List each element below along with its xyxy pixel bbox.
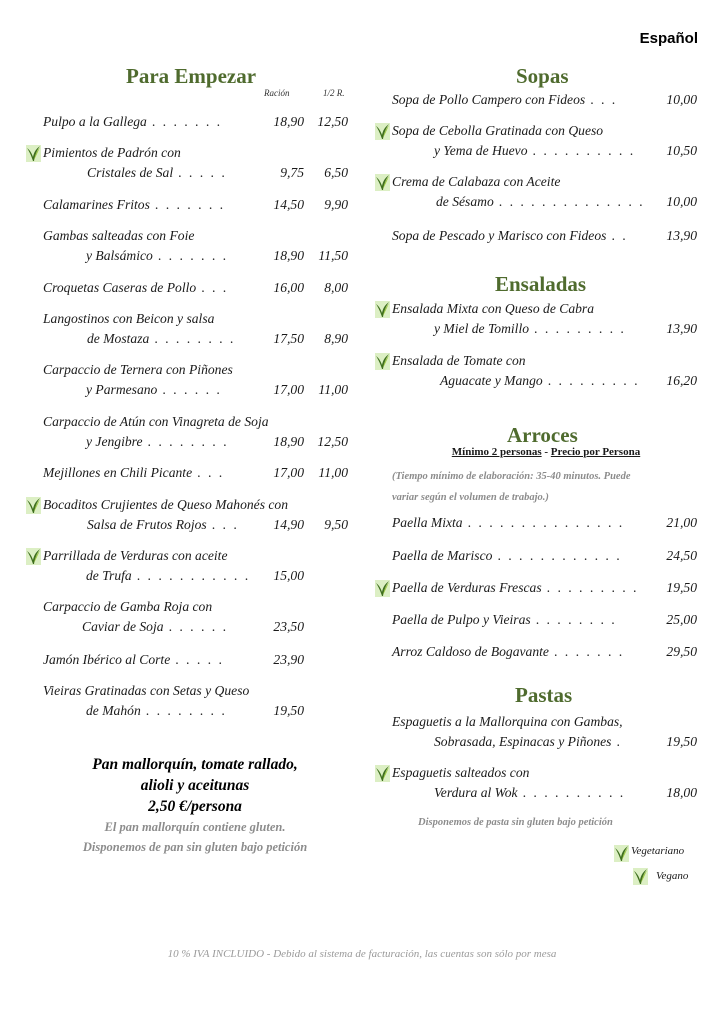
price-ration: 14,90 bbox=[273, 517, 304, 532]
dot-leader: . . . . . . . bbox=[152, 248, 229, 263]
item-name-line-2: y Parmesano bbox=[86, 382, 158, 397]
menu-item-name-cont bbox=[434, 141, 635, 161]
menu-item-name-cont bbox=[82, 617, 228, 637]
item-name-line-1: Paella de Marisco bbox=[392, 548, 493, 563]
price-half-ration: 6,50 bbox=[324, 165, 348, 180]
menu-item-name bbox=[43, 195, 225, 215]
menu-item-name bbox=[43, 546, 228, 566]
price: 18,00 bbox=[666, 785, 697, 800]
item-name-line-1: Carpaccio de Ternera con Piñones bbox=[43, 362, 233, 377]
price-half-ration: 12,50 bbox=[317, 114, 348, 129]
dot-leader: . . . . . bbox=[170, 652, 225, 667]
price-half-ration: 11,00 bbox=[318, 465, 348, 480]
menu-item-name bbox=[392, 121, 603, 141]
menu-item-name-cont bbox=[87, 329, 236, 349]
item-name-line-1: Espaguetis a la Mallorquina con Gambas, bbox=[392, 714, 623, 729]
item-name-line-1: Calamarines Fritos bbox=[43, 197, 150, 212]
item-name-line-2: de Mostaza bbox=[87, 331, 150, 346]
rice-conditions bbox=[390, 446, 702, 458]
vegetarian-leaf-icon bbox=[375, 580, 390, 597]
dot-leader: . . . . . . bbox=[157, 382, 223, 397]
pasta-gluten-free-note: Disponemos de pasta sin gluten bajo petición bbox=[418, 817, 613, 828]
price-half-ration: 11,00 bbox=[318, 382, 348, 397]
menu-item-name-cont bbox=[434, 783, 626, 803]
item-name-line-1: Croquetas Caseras de Pollo bbox=[43, 280, 197, 295]
price-ration: 19,50 bbox=[273, 703, 304, 718]
vegetarian-leaf-icon bbox=[375, 174, 390, 191]
dot-leader: . . bbox=[606, 228, 629, 243]
dot-leader: . . . . . . . . . . . bbox=[131, 568, 251, 583]
item-name-line-1: Carpaccio de Gamba Roja con bbox=[43, 599, 213, 614]
dot-leader: . bbox=[611, 734, 623, 749]
vegetarian-leaf-icon bbox=[375, 353, 390, 370]
dot-leader: . . . . . bbox=[173, 165, 228, 180]
dot-leader: . . . . . . . . . . bbox=[527, 143, 636, 158]
bread-gluten-note: El pan mallorquín contiene gluten. bbox=[104, 820, 286, 834]
item-name-line-1: Mejillones en Chili Picante bbox=[43, 465, 193, 480]
price-ration: 15,00 bbox=[273, 568, 304, 583]
item-name-line-2: de Trufa bbox=[86, 568, 132, 583]
dot-leader: . . . bbox=[196, 280, 229, 295]
item-name-line-1: Carpaccio de Atún con Vinagreta de Soja bbox=[43, 414, 269, 429]
item-name-line-2: de Mahón bbox=[86, 703, 141, 718]
item-name-line-1: Ensalada de Tomate con bbox=[392, 353, 526, 368]
item-name-line-2: y Jengibre bbox=[86, 434, 143, 449]
dot-leader: . . . bbox=[585, 92, 618, 107]
dot-leader: . . . . . . . . . . . . . . bbox=[493, 194, 645, 209]
item-name-line-2: de Sésamo bbox=[436, 194, 494, 209]
item-name-line-1: Arroz Caldoso de Bogavante bbox=[392, 644, 549, 659]
dot-leader: . . . bbox=[206, 517, 240, 532]
vegetarian-leaf-icon bbox=[614, 845, 629, 862]
menu-item-name-cont bbox=[86, 701, 227, 721]
vegetarian-leaf-icon bbox=[26, 497, 41, 514]
menu-item-name bbox=[43, 309, 214, 329]
legend-vegan: Vegano bbox=[656, 870, 689, 882]
item-name-line-1: Vieiras Gratinadas con Setas y Queso bbox=[43, 683, 250, 698]
dot-leader: . . . . . . . bbox=[548, 644, 625, 659]
item-name-line-1: Pimientos de Padrón con bbox=[43, 145, 181, 160]
dot-leader: . . . . . . bbox=[163, 619, 229, 634]
price: 13,90 bbox=[666, 228, 697, 243]
item-name-line-2: y Miel de Tomillo bbox=[434, 321, 530, 336]
item-name-line-1: Sopa de Pescado y Marisco con Fideos bbox=[392, 228, 607, 243]
menu-item-name-cont bbox=[86, 380, 222, 400]
menu-item-name bbox=[43, 112, 222, 132]
menu-item-name-cont bbox=[436, 192, 645, 212]
price: 10,00 bbox=[666, 194, 697, 209]
dot-leader: . . . . . . . . bbox=[530, 612, 618, 627]
price: 10,50 bbox=[666, 143, 697, 158]
item-name-line-1: Sopa de Pollo Campero con Fideos bbox=[392, 92, 586, 107]
item-name-line-1: Espaguetis salteados con bbox=[392, 765, 530, 780]
dot-leader: . . . . . . . . . . . . . . . bbox=[462, 515, 625, 530]
item-name-line-1: Crema de Calabaza con Aceite bbox=[392, 174, 561, 189]
vegan-leaf-icon bbox=[633, 868, 648, 885]
price-ration: 17,00 bbox=[273, 382, 304, 397]
menu-item-name bbox=[392, 351, 526, 371]
item-name-line-1: Jamón Ibérico al Corte bbox=[43, 652, 171, 667]
menu-item-name bbox=[392, 610, 617, 630]
menu-item-name-cont bbox=[87, 163, 227, 183]
price-half-ration: 9,50 bbox=[324, 517, 348, 532]
menu-item-name bbox=[392, 90, 618, 110]
price-half-ration: 11,50 bbox=[318, 248, 348, 263]
item-name-line-2: Sobrasada, Espinacas y Piñones bbox=[434, 734, 612, 749]
dot-leader: . . . . . . . . . . . . bbox=[492, 548, 622, 563]
price: 13,90 bbox=[666, 321, 697, 336]
vegetarian-leaf-icon bbox=[26, 145, 41, 162]
section-title-soups: Sopas bbox=[516, 64, 569, 88]
menu-item-name bbox=[43, 412, 269, 432]
menu-item-name bbox=[392, 546, 622, 566]
dot-leader: . . . . . . . . bbox=[142, 434, 229, 449]
menu-item-name-cont bbox=[86, 566, 250, 586]
bread-line-1: Pan mallorquín, tomate rallado, bbox=[92, 756, 298, 773]
menu-item-name bbox=[43, 278, 229, 298]
price-ration: 16,00 bbox=[273, 280, 304, 295]
price: 29,50 bbox=[666, 644, 697, 659]
item-name-line-1: Paella de Verduras Frescas bbox=[392, 580, 542, 595]
rice-separator: - bbox=[541, 446, 551, 458]
menu-item-name bbox=[43, 360, 233, 380]
rice-time-note-line-2: variar según el volumen de trabajo.) bbox=[392, 492, 549, 503]
legend-vegetarian: Vegetariano bbox=[631, 845, 685, 857]
rice-time-note bbox=[392, 466, 630, 508]
item-name-line-1: Parrillada de Verduras con aceite bbox=[43, 548, 228, 563]
price-ration: 9,75 bbox=[280, 165, 304, 180]
item-name-line-2: Cristales de Sal bbox=[87, 165, 174, 180]
price-ration: 14,50 bbox=[273, 197, 304, 212]
footer-tax-note: 10 % IVA INCLUIDO - Debido al sistema de facturación, las cuentas son sólo por mesa bbox=[167, 948, 557, 960]
price: 19,50 bbox=[666, 580, 697, 595]
item-name-line-1: Ensalada Mixta con Queso de Cabra bbox=[392, 301, 594, 316]
bread-price: 2,50 €/persona bbox=[148, 798, 242, 815]
rice-price-note: Precio por Persona bbox=[550, 446, 641, 458]
item-name-line-1: Gambas salteadas con Foie bbox=[43, 228, 195, 243]
price: 24,50 bbox=[666, 548, 697, 563]
menu-item-name bbox=[43, 463, 225, 483]
menu-item-name bbox=[43, 495, 288, 515]
dot-leader: . . . . . . . . . . bbox=[517, 785, 626, 800]
section-title-pastas: Pastas bbox=[515, 683, 573, 707]
dot-leader: . . . . . . . . . bbox=[529, 321, 627, 336]
item-name-line-1: Bocaditos Crujientes de Queso Mahonés con bbox=[43, 497, 289, 512]
section-title-salads: Ensaladas bbox=[495, 272, 587, 296]
item-name-line-2: Salsa de Frutos Rojos bbox=[87, 517, 207, 532]
menu-item-name bbox=[392, 642, 625, 662]
bread-offer bbox=[40, 754, 350, 857]
price: 10,00 bbox=[666, 92, 697, 107]
bread-line-2: alioli y aceitunas bbox=[140, 777, 250, 794]
item-name-line-1: Sopa de Cebolla Gratinada con Queso bbox=[392, 123, 604, 138]
price-half-ration: 8,90 bbox=[324, 331, 348, 346]
menu-item-name bbox=[392, 578, 639, 598]
price-ration: 23,90 bbox=[273, 652, 304, 667]
item-name-line-1: Pulpo a la Gallega bbox=[43, 114, 147, 129]
vegetarian-leaf-icon bbox=[375, 301, 390, 318]
item-name-line-1: Paella Mixta bbox=[392, 515, 463, 530]
menu-item-name-cont bbox=[86, 246, 228, 266]
dot-leader: . . . . . . . bbox=[149, 197, 226, 212]
dot-leader: . . . . . . . bbox=[146, 114, 223, 129]
menu-item-name bbox=[392, 299, 594, 319]
price: 25,00 bbox=[666, 612, 697, 627]
rice-minimum: Mínimo 2 personas bbox=[451, 446, 542, 458]
column-header-ration: Ración bbox=[264, 88, 290, 98]
menu-item-name bbox=[392, 513, 625, 533]
price: 16,20 bbox=[666, 373, 697, 388]
item-name-line-2: Caviar de Soja bbox=[82, 619, 164, 634]
menu-item-name bbox=[43, 681, 249, 701]
dot-leader: . . . . . . . . bbox=[149, 331, 236, 346]
price-ration: 18,90 bbox=[273, 114, 304, 129]
menu-item-name-cont bbox=[440, 371, 640, 391]
vegetarian-leaf-icon bbox=[375, 765, 390, 782]
menu-item-name bbox=[43, 597, 212, 617]
price-ration: 18,90 bbox=[273, 248, 304, 263]
dot-leader: . . . . . . . . bbox=[140, 703, 228, 718]
menu-item-name-cont bbox=[87, 515, 239, 535]
menu-item-name-cont bbox=[86, 432, 229, 452]
dot-leader: . . . . . . . . . bbox=[541, 580, 639, 595]
item-name-line-1: Langostinos con Beicon y salsa bbox=[43, 311, 215, 326]
price-half-ration: 9,90 bbox=[324, 197, 348, 212]
language-label: Español bbox=[639, 30, 698, 47]
item-name-line-2: Aguacate y Mango bbox=[440, 373, 543, 388]
dot-leader: . . . . . . . . . bbox=[542, 373, 640, 388]
price-ration: 17,00 bbox=[273, 465, 304, 480]
price-half-ration: 12,50 bbox=[317, 434, 348, 449]
vegetarian-leaf-icon bbox=[26, 548, 41, 565]
menu-item-name bbox=[392, 712, 623, 732]
menu-item-name bbox=[392, 226, 628, 246]
menu-item-name bbox=[43, 226, 194, 246]
menu-item-name bbox=[392, 172, 560, 192]
price-ration: 23,50 bbox=[273, 619, 304, 634]
bread-gluten-free-note: Disponemos de pan sin gluten bajo petición bbox=[82, 840, 308, 854]
menu-item-name bbox=[43, 650, 224, 670]
item-name-line-2: Verdura al Wok bbox=[434, 785, 518, 800]
vegetarian-leaf-icon bbox=[375, 123, 390, 140]
price: 21,00 bbox=[666, 515, 697, 530]
dot-leader: . . . bbox=[192, 465, 225, 480]
price-half-ration: 8,00 bbox=[324, 280, 348, 295]
price-ration: 17,50 bbox=[273, 331, 304, 346]
price: 19,50 bbox=[666, 734, 697, 749]
section-title-starters: Para Empezar bbox=[126, 64, 257, 88]
column-header-half-ration: 1/2 R. bbox=[323, 88, 345, 98]
menu-item-name bbox=[392, 763, 529, 783]
item-name-line-2: y Balsámico bbox=[86, 248, 153, 263]
price-ration: 18,90 bbox=[273, 434, 304, 449]
menu-item-name-cont bbox=[434, 732, 622, 752]
item-name-line-2: y Yema de Huevo bbox=[434, 143, 528, 158]
rice-time-note-line-1: (Tiempo mínimo de elaboración: 35-40 minutos. Puede bbox=[392, 471, 631, 482]
menu-item-name bbox=[43, 143, 181, 163]
menu-item-name-cont bbox=[434, 319, 626, 339]
section-title-rice: Arroces bbox=[507, 423, 578, 447]
item-name-line-1: Paella de Pulpo y Vieiras bbox=[392, 612, 531, 627]
